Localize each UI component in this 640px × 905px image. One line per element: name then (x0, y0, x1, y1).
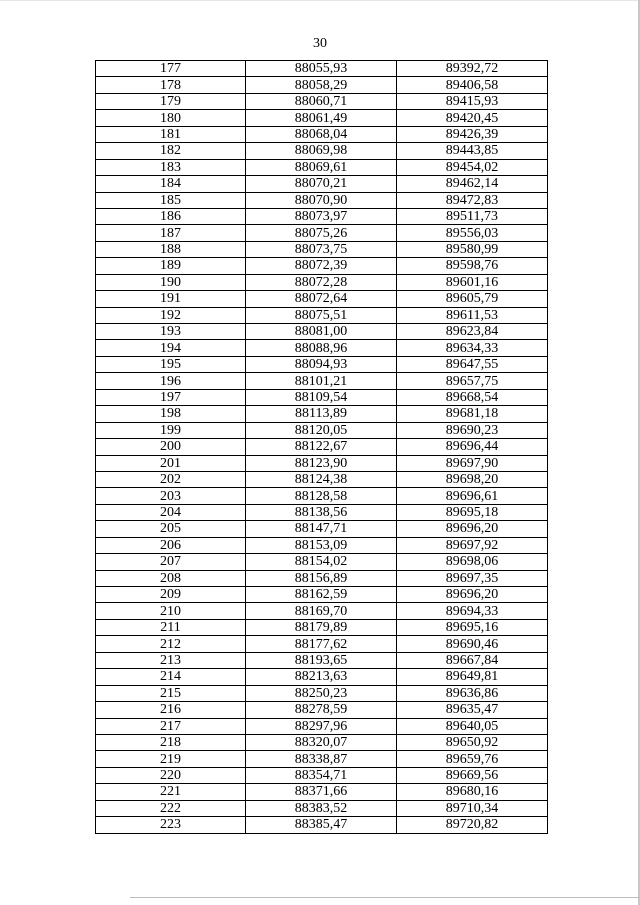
point-number-cell: 187 (96, 225, 246, 241)
coordinates-table-body (96, 61, 548, 834)
point-number-cell: 193 (96, 324, 246, 340)
x-coordinate-cell: 88120,05 (246, 422, 397, 438)
y-coordinate-cell: 89462,14 (397, 176, 548, 192)
x-coordinate-cell: 88094,93 (246, 356, 397, 372)
x-coordinate-cell: 88320,07 (246, 734, 397, 750)
y-coordinate-cell: 89680,16 (397, 784, 548, 800)
table-row (96, 159, 548, 175)
y-coordinate-cell: 89426,39 (397, 126, 548, 142)
y-coordinate-cell: 89406,58 (397, 77, 548, 93)
table-row (96, 455, 548, 471)
x-coordinate-cell: 88072,39 (246, 258, 397, 274)
y-coordinate-cell: 89511,73 (397, 208, 548, 224)
y-coordinate-cell: 89605,79 (397, 291, 548, 307)
y-coordinate-cell: 89694,33 (397, 603, 548, 619)
x-coordinate-cell: 88123,90 (246, 455, 397, 471)
point-number-cell: 179 (96, 93, 246, 109)
x-coordinate-cell: 88069,98 (246, 143, 397, 159)
point-number-cell: 203 (96, 488, 246, 504)
table-row (96, 389, 548, 405)
x-coordinate-cell: 88081,00 (246, 324, 397, 340)
y-coordinate-cell: 89696,20 (397, 587, 548, 603)
x-coordinate-cell: 88070,90 (246, 192, 397, 208)
table-row (96, 143, 548, 159)
x-coordinate-cell: 88070,21 (246, 176, 397, 192)
table-row (96, 784, 548, 800)
y-coordinate-cell: 89696,44 (397, 439, 548, 455)
y-coordinate-cell: 89669,56 (397, 767, 548, 783)
y-coordinate-cell: 89634,33 (397, 340, 548, 356)
point-number-cell: 201 (96, 455, 246, 471)
point-number-cell: 216 (96, 702, 246, 718)
x-coordinate-cell: 88072,64 (246, 291, 397, 307)
point-number-cell: 221 (96, 784, 246, 800)
y-coordinate-cell: 89657,75 (397, 373, 548, 389)
point-number-cell: 181 (96, 126, 246, 142)
y-coordinate-cell: 89636,86 (397, 685, 548, 701)
table-row (96, 751, 548, 767)
point-number-cell: 180 (96, 110, 246, 126)
point-number-cell: 185 (96, 192, 246, 208)
table-row (96, 110, 548, 126)
y-coordinate-cell: 89623,84 (397, 324, 548, 340)
x-coordinate-cell: 88169,70 (246, 603, 397, 619)
x-coordinate-cell: 88354,71 (246, 767, 397, 783)
point-number-cell: 210 (96, 603, 246, 619)
point-number-cell: 209 (96, 587, 246, 603)
table-row (96, 373, 548, 389)
x-coordinate-cell: 88250,23 (246, 685, 397, 701)
page-bottom-edge (130, 897, 640, 898)
point-number-cell: 222 (96, 800, 246, 816)
point-number-cell: 211 (96, 619, 246, 635)
table-row (96, 324, 548, 340)
table-row (96, 685, 548, 701)
table-row (96, 521, 548, 537)
table-row (96, 208, 548, 224)
table-row (96, 274, 548, 290)
y-coordinate-cell: 89415,93 (397, 93, 548, 109)
x-coordinate-cell: 88109,54 (246, 389, 397, 405)
table-row (96, 587, 548, 603)
x-coordinate-cell: 88383,52 (246, 800, 397, 816)
y-coordinate-cell: 89556,03 (397, 225, 548, 241)
point-number-cell: 215 (96, 685, 246, 701)
x-coordinate-cell: 88297,96 (246, 718, 397, 734)
x-coordinate-cell: 88278,59 (246, 702, 397, 718)
x-coordinate-cell: 88069,61 (246, 159, 397, 175)
point-number-cell: 191 (96, 291, 246, 307)
table-row (96, 669, 548, 685)
y-coordinate-cell: 89695,18 (397, 504, 548, 520)
point-number-cell: 223 (96, 817, 246, 833)
y-coordinate-cell: 89696,20 (397, 521, 548, 537)
y-coordinate-cell: 89640,05 (397, 718, 548, 734)
point-number-cell: 214 (96, 669, 246, 685)
table-row (96, 636, 548, 652)
table-row (96, 619, 548, 635)
y-coordinate-cell: 89635,47 (397, 702, 548, 718)
point-number-cell: 194 (96, 340, 246, 356)
table-row (96, 734, 548, 750)
y-coordinate-cell: 89690,46 (397, 636, 548, 652)
table-row (96, 258, 548, 274)
y-coordinate-cell: 89650,92 (397, 734, 548, 750)
point-number-cell: 195 (96, 356, 246, 372)
table-row (96, 570, 548, 586)
x-coordinate-cell: 88058,29 (246, 77, 397, 93)
point-number-cell: 212 (96, 636, 246, 652)
y-coordinate-cell: 89710,34 (397, 800, 548, 816)
y-coordinate-cell: 89668,54 (397, 389, 548, 405)
table-row (96, 93, 548, 109)
table-row (96, 225, 548, 241)
x-coordinate-cell: 88385,47 (246, 817, 397, 833)
point-number-cell: 199 (96, 422, 246, 438)
x-coordinate-cell: 88075,26 (246, 225, 397, 241)
y-coordinate-cell: 89690,23 (397, 422, 548, 438)
y-coordinate-cell: 89649,81 (397, 669, 548, 685)
table-row (96, 471, 548, 487)
y-coordinate-cell: 89698,06 (397, 554, 548, 570)
table-row (96, 192, 548, 208)
point-number-cell: 178 (96, 77, 246, 93)
point-number-cell: 217 (96, 718, 246, 734)
y-coordinate-cell: 89697,35 (397, 570, 548, 586)
coordinates-table (95, 60, 548, 834)
point-number-cell: 198 (96, 406, 246, 422)
x-coordinate-cell: 88154,02 (246, 554, 397, 570)
x-coordinate-cell: 88193,65 (246, 652, 397, 668)
point-number-cell: 186 (96, 208, 246, 224)
x-coordinate-cell: 88068,04 (246, 126, 397, 142)
point-number-cell: 207 (96, 554, 246, 570)
y-coordinate-cell: 89695,16 (397, 619, 548, 635)
x-coordinate-cell: 88162,59 (246, 587, 397, 603)
page-number: 30 (313, 36, 327, 51)
y-coordinate-cell: 89659,76 (397, 751, 548, 767)
table-row (96, 718, 548, 734)
x-coordinate-cell: 88371,66 (246, 784, 397, 800)
table-row (96, 817, 548, 833)
point-number-cell: 183 (96, 159, 246, 175)
point-number-cell: 184 (96, 176, 246, 192)
table-row (96, 176, 548, 192)
table-row (96, 291, 548, 307)
y-coordinate-cell: 89647,55 (397, 356, 548, 372)
table-row (96, 356, 548, 372)
y-coordinate-cell: 89392,72 (397, 61, 548, 77)
y-coordinate-cell: 89443,85 (397, 143, 548, 159)
y-coordinate-cell: 89580,99 (397, 241, 548, 257)
x-coordinate-cell: 88088,96 (246, 340, 397, 356)
y-coordinate-cell: 89720,82 (397, 817, 548, 833)
table-row (96, 488, 548, 504)
point-number-cell: 177 (96, 61, 246, 77)
table-row (96, 340, 548, 356)
x-coordinate-cell: 88147,71 (246, 521, 397, 537)
x-coordinate-cell: 88338,87 (246, 751, 397, 767)
point-number-cell: 205 (96, 521, 246, 537)
point-number-cell: 196 (96, 373, 246, 389)
table-row (96, 504, 548, 520)
y-coordinate-cell: 89697,90 (397, 455, 548, 471)
x-coordinate-cell: 88061,49 (246, 110, 397, 126)
point-number-cell: 190 (96, 274, 246, 290)
y-coordinate-cell: 89598,76 (397, 258, 548, 274)
table-row (96, 702, 548, 718)
table-row (96, 422, 548, 438)
table-row (96, 61, 548, 77)
point-number-cell: 208 (96, 570, 246, 586)
point-number-cell: 204 (96, 504, 246, 520)
point-number-cell: 188 (96, 241, 246, 257)
y-coordinate-cell: 89454,02 (397, 159, 548, 175)
y-coordinate-cell: 89472,83 (397, 192, 548, 208)
x-coordinate-cell: 88060,71 (246, 93, 397, 109)
point-number-cell: 206 (96, 537, 246, 553)
table-row (96, 767, 548, 783)
point-number-cell: 182 (96, 143, 246, 159)
point-number-cell: 200 (96, 439, 246, 455)
table-row (96, 603, 548, 619)
x-coordinate-cell: 88177,62 (246, 636, 397, 652)
x-coordinate-cell: 88122,67 (246, 439, 397, 455)
point-number-cell: 219 (96, 751, 246, 767)
y-coordinate-cell: 89698,20 (397, 471, 548, 487)
y-coordinate-cell: 89420,45 (397, 110, 548, 126)
y-coordinate-cell: 89611,53 (397, 307, 548, 323)
x-coordinate-cell: 88153,09 (246, 537, 397, 553)
point-number-cell: 213 (96, 652, 246, 668)
x-coordinate-cell: 88055,93 (246, 61, 397, 77)
x-coordinate-cell: 88138,56 (246, 504, 397, 520)
table-row (96, 800, 548, 816)
x-coordinate-cell: 88124,38 (246, 471, 397, 487)
x-coordinate-cell: 88213,63 (246, 669, 397, 685)
point-number-cell: 202 (96, 471, 246, 487)
page-top-edge (0, 0, 640, 1)
table-row (96, 307, 548, 323)
table-row (96, 126, 548, 142)
x-coordinate-cell: 88073,97 (246, 208, 397, 224)
x-coordinate-cell: 88072,28 (246, 274, 397, 290)
point-number-cell: 220 (96, 767, 246, 783)
table-row (96, 439, 548, 455)
point-number-cell: 197 (96, 389, 246, 405)
table-row (96, 554, 548, 570)
x-coordinate-cell: 88101,21 (246, 373, 397, 389)
x-coordinate-cell: 88179,89 (246, 619, 397, 635)
point-number-cell: 189 (96, 258, 246, 274)
x-coordinate-cell: 88075,51 (246, 307, 397, 323)
table-row (96, 652, 548, 668)
table-row (96, 77, 548, 93)
x-coordinate-cell: 88073,75 (246, 241, 397, 257)
point-number-cell: 218 (96, 734, 246, 750)
y-coordinate-cell: 89697,92 (397, 537, 548, 553)
y-coordinate-cell: 89681,18 (397, 406, 548, 422)
table-row (96, 406, 548, 422)
table-row (96, 241, 548, 257)
table-row (96, 537, 548, 553)
x-coordinate-cell: 88113,89 (246, 406, 397, 422)
y-coordinate-cell: 89601,16 (397, 274, 548, 290)
x-coordinate-cell: 88156,89 (246, 570, 397, 586)
x-coordinate-cell: 88128,58 (246, 488, 397, 504)
y-coordinate-cell: 89696,61 (397, 488, 548, 504)
y-coordinate-cell: 89667,84 (397, 652, 548, 668)
point-number-cell: 192 (96, 307, 246, 323)
